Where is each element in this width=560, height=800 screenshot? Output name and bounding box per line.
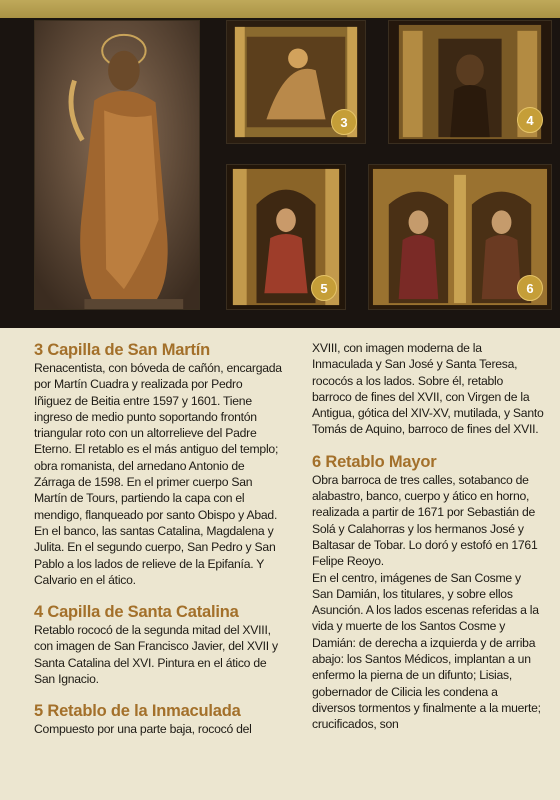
badge-4: 4 bbox=[517, 107, 543, 133]
section-6-paragraph-1: Obra barroca de tres calles, sotabanco de alabastro, banco, cuerpo y ático en horno, realizada a partir de 1671 por Sebastián de Solá y Calahorras y los hermanos José y Baltasar de Tobar. Lo doró y estofó en 1761 Felipe Reoyo. bbox=[312, 472, 538, 569]
section-6-paragraph-2: En el centro, imágenes de San Cosme y San Damián, los titulares, y sobre ellos Asunción. A los lados escenas referidas a la vida y muerte de los Santos Cosme y Damián: de derecha a izquierda y de arriba abajo: los Santos Médicos, implantan a un enfermo la pierna de un difunto; Lisias, gobernador de Cilicia les condena a diversos tormentos y finalmente a la muerte; crucificados, son bbox=[312, 570, 541, 732]
right-column bbox=[312, 340, 544, 733]
section-5-title: 5 Retablo de la Inmaculada bbox=[34, 702, 241, 721]
chapel-4-photo bbox=[388, 20, 552, 144]
chapel-3-photo bbox=[226, 20, 366, 144]
photo-strip bbox=[0, 18, 560, 328]
chapel-5-photo bbox=[226, 164, 346, 310]
section-6-title: 6 Retablo Mayor bbox=[312, 452, 437, 471]
badge-6: 6 bbox=[517, 275, 543, 301]
section-4-title: 4 Capilla de Santa Catalina bbox=[34, 603, 239, 622]
chapel-6-photo bbox=[368, 164, 552, 310]
section-3-body: Renacentista, con bóveda de cañón, encargada por Martín Cuadra y realizada por Pedro Iñiguez de Beitia entre 1597 y 1601. Tiene ingreso de medio punto soportando frontón triangular roto con un altorrelieve del Padre Eterno. El retablo es el más antiguo del templo; obra romanista, del arnedano Antonio de Zárraga de 1598. En el primer cuerpo San Martín de Tours, partiendo la capa con el mendigo, flanqueado por santo Obispo y Abad. En el banco, las santas Catalina, Magdalena y Julita. En el segundo cuerpo, San Pedro y San Pablo a los lados de relieve de la Epifanía. Y Calvario en el ático. bbox=[34, 361, 282, 587]
section-5-body: Compuesto por una parte baja, rococó del bbox=[34, 722, 252, 737]
badge-3: 3 bbox=[331, 109, 357, 135]
section-3-title: 3 Capilla de San Martín bbox=[34, 341, 211, 359]
section-4-body: Retablo rococó de la segunda mitad del XVIII, con imagen de San Francisco Javier, del XVII y Santa Catalina del XVI. Pintura en el ático de San Ignacio. bbox=[34, 623, 278, 687]
text-columns bbox=[34, 340, 544, 790]
san-martin-statue-photo bbox=[34, 20, 200, 310]
badge-5: 5 bbox=[311, 275, 337, 301]
section-6-body bbox=[312, 472, 544, 733]
left-column bbox=[34, 340, 282, 738]
section-5-body-continued: XVIII, con imagen moderna de la Inmaculada y San José y Santa Teresa, rococós a los lados. Sobre él, retablo barroco de fines del XVII, con Virgen de la Antigua, gótica del XIV-XV, mutilada, y Santo Tomás de Aquino, barroco de fines del XVII. bbox=[312, 341, 544, 437]
